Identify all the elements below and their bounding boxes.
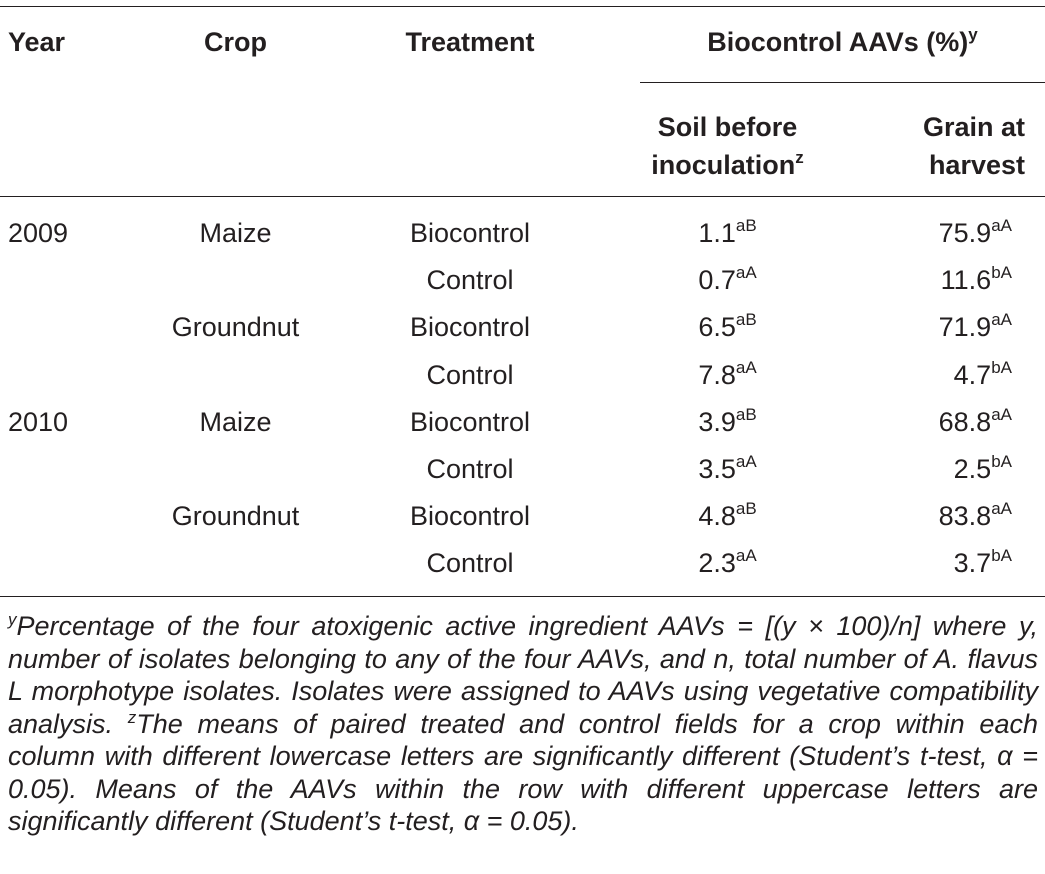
row-treatment-value: Control (426, 548, 514, 579)
row-soil-sup: aB (735, 216, 757, 235)
table-bottom-rule (0, 596, 1045, 597)
table-footnote (8, 610, 1038, 838)
row-treatment (395, 264, 545, 296)
row-crop (168, 500, 303, 532)
row-grain (872, 359, 1012, 391)
row-crop-value: Maize (199, 218, 272, 248)
row-treatment-value: Biocontrol (409, 312, 531, 343)
header-grain-line1: Grain at (922, 112, 1025, 142)
row-grain (872, 500, 1012, 532)
header-group-label: Biocontrol AAVs (%) (707, 27, 969, 57)
header-biocontrol-group (640, 26, 1045, 58)
row-grain-sup: bA (991, 452, 1012, 471)
header-grain (880, 108, 1025, 184)
row-crop-value: Groundnut (171, 501, 300, 532)
row-soil-value: 0.7 (698, 265, 736, 296)
row-grain-sup: aA (991, 499, 1012, 519)
header-group-sup: y (968, 25, 978, 44)
row-soil-value: 4.8 (698, 501, 736, 532)
row-grain (872, 264, 1012, 296)
row-grain-value: 4.7 (953, 359, 992, 390)
row-soil-value: 3.9 (698, 406, 736, 437)
row-soil (640, 359, 815, 391)
row-treatment (395, 500, 545, 532)
row-grain-sup: aA (991, 404, 1012, 424)
footnote-y-mark: y (8, 610, 17, 629)
row-grain-sup: bA (991, 263, 1012, 283)
row-treatment-value: Control (426, 265, 514, 296)
row-grain-sup: aA (991, 310, 1012, 330)
row-soil-sup: aB (735, 499, 757, 519)
row-crop-value: Maize (199, 406, 272, 437)
row-soil (640, 406, 815, 438)
row-grain-value: 68.8 (938, 406, 992, 437)
row-treatment-value: Biocontrol (409, 406, 531, 437)
row-grain-value: 75.9 (938, 218, 992, 248)
row-soil-sup: aA (735, 546, 757, 566)
footnote-z-mark: z (127, 707, 137, 727)
row-year (8, 217, 68, 249)
row-crop (168, 311, 303, 343)
row-crop-value: Groundnut (171, 312, 300, 343)
header-treatment: Treatment (405, 27, 535, 57)
row-crop (168, 406, 303, 438)
group-underline (640, 82, 1045, 83)
row-grain-value: 71.9 (938, 312, 992, 343)
row-grain (872, 547, 1012, 579)
row-soil-sup: aB (735, 404, 757, 424)
row-grain (872, 217, 1012, 249)
header-soil-sup: z (795, 148, 804, 167)
row-soil-value: 6.5 (698, 312, 736, 343)
row-soil-value: 1.1 (698, 218, 736, 248)
header-soil-line1: Soil before (657, 112, 798, 142)
row-grain-value: 2.5 (953, 454, 992, 484)
row-soil-value: 2.3 (698, 548, 736, 579)
table-top-rule (0, 6, 1045, 7)
row-treatment-value: Biocontrol (409, 218, 531, 248)
row-soil-sup: aA (735, 452, 757, 471)
row-grain (872, 453, 1012, 485)
footnote-y-text: Percentage of the four atoxigenic active ingredient AAVs = [(y × 100)/n] where y, number of isolates belonging to any of the four AAVs, and n, total number of A. flavus L morphotype isolates. Isolates were assigned to AAVs using vegetative compatibility analysis. (8, 611, 1038, 739)
row-soil-sup: aA (735, 263, 757, 283)
row-treatment (395, 406, 545, 438)
row-treatment (395, 359, 545, 391)
row-treatment-value: Control (426, 359, 514, 390)
row-grain-sup: bA (991, 357, 1012, 377)
row-grain-value: 11.6 (940, 265, 992, 296)
row-grain (872, 406, 1012, 438)
row-soil (640, 217, 815, 249)
row-soil (640, 547, 815, 579)
row-grain-value: 83.8 (938, 501, 992, 532)
row-soil-value: 3.5 (698, 454, 736, 484)
row-treatment (395, 547, 545, 579)
header-crop: Crop (204, 27, 267, 57)
row-treatment (395, 217, 545, 249)
row-soil (640, 264, 815, 296)
row-grain-sup: bA (991, 546, 1012, 566)
footnote-z-text: The means of paired treated and control fields for a crop within each column with different lowercase letters are significantly different (Student’s t-test, α = 0.05). Means of the AAVs within the row with different uppercase letters are significantly different (Student’s t-test, α = 0.05). (8, 708, 1038, 836)
row-soil-sup: aA (735, 357, 757, 377)
row-soil (640, 500, 815, 532)
row-year-value: 2010 (8, 406, 69, 437)
header-year: Year (8, 27, 66, 57)
row-treatment (395, 453, 545, 485)
row-soil (640, 453, 815, 485)
header-soil-line2: inoculation (651, 150, 796, 180)
row-grain-value: 3.7 (953, 548, 992, 579)
row-year (8, 406, 68, 438)
row-soil (640, 311, 815, 343)
row-crop (168, 217, 303, 249)
row-treatment-value: Biocontrol (409, 501, 531, 532)
row-soil-sup: aB (735, 310, 757, 330)
row-grain (872, 311, 1012, 343)
header-soil (640, 108, 815, 184)
row-soil-value: 7.8 (698, 359, 736, 390)
header-bottom-rule (0, 196, 1045, 197)
row-treatment (395, 311, 545, 343)
row-year-value: 2009 (8, 218, 69, 248)
row-treatment-value: Control (426, 454, 514, 484)
row-grain-sup: aA (991, 216, 1012, 235)
header-grain-line2: harvest (928, 150, 1025, 180)
